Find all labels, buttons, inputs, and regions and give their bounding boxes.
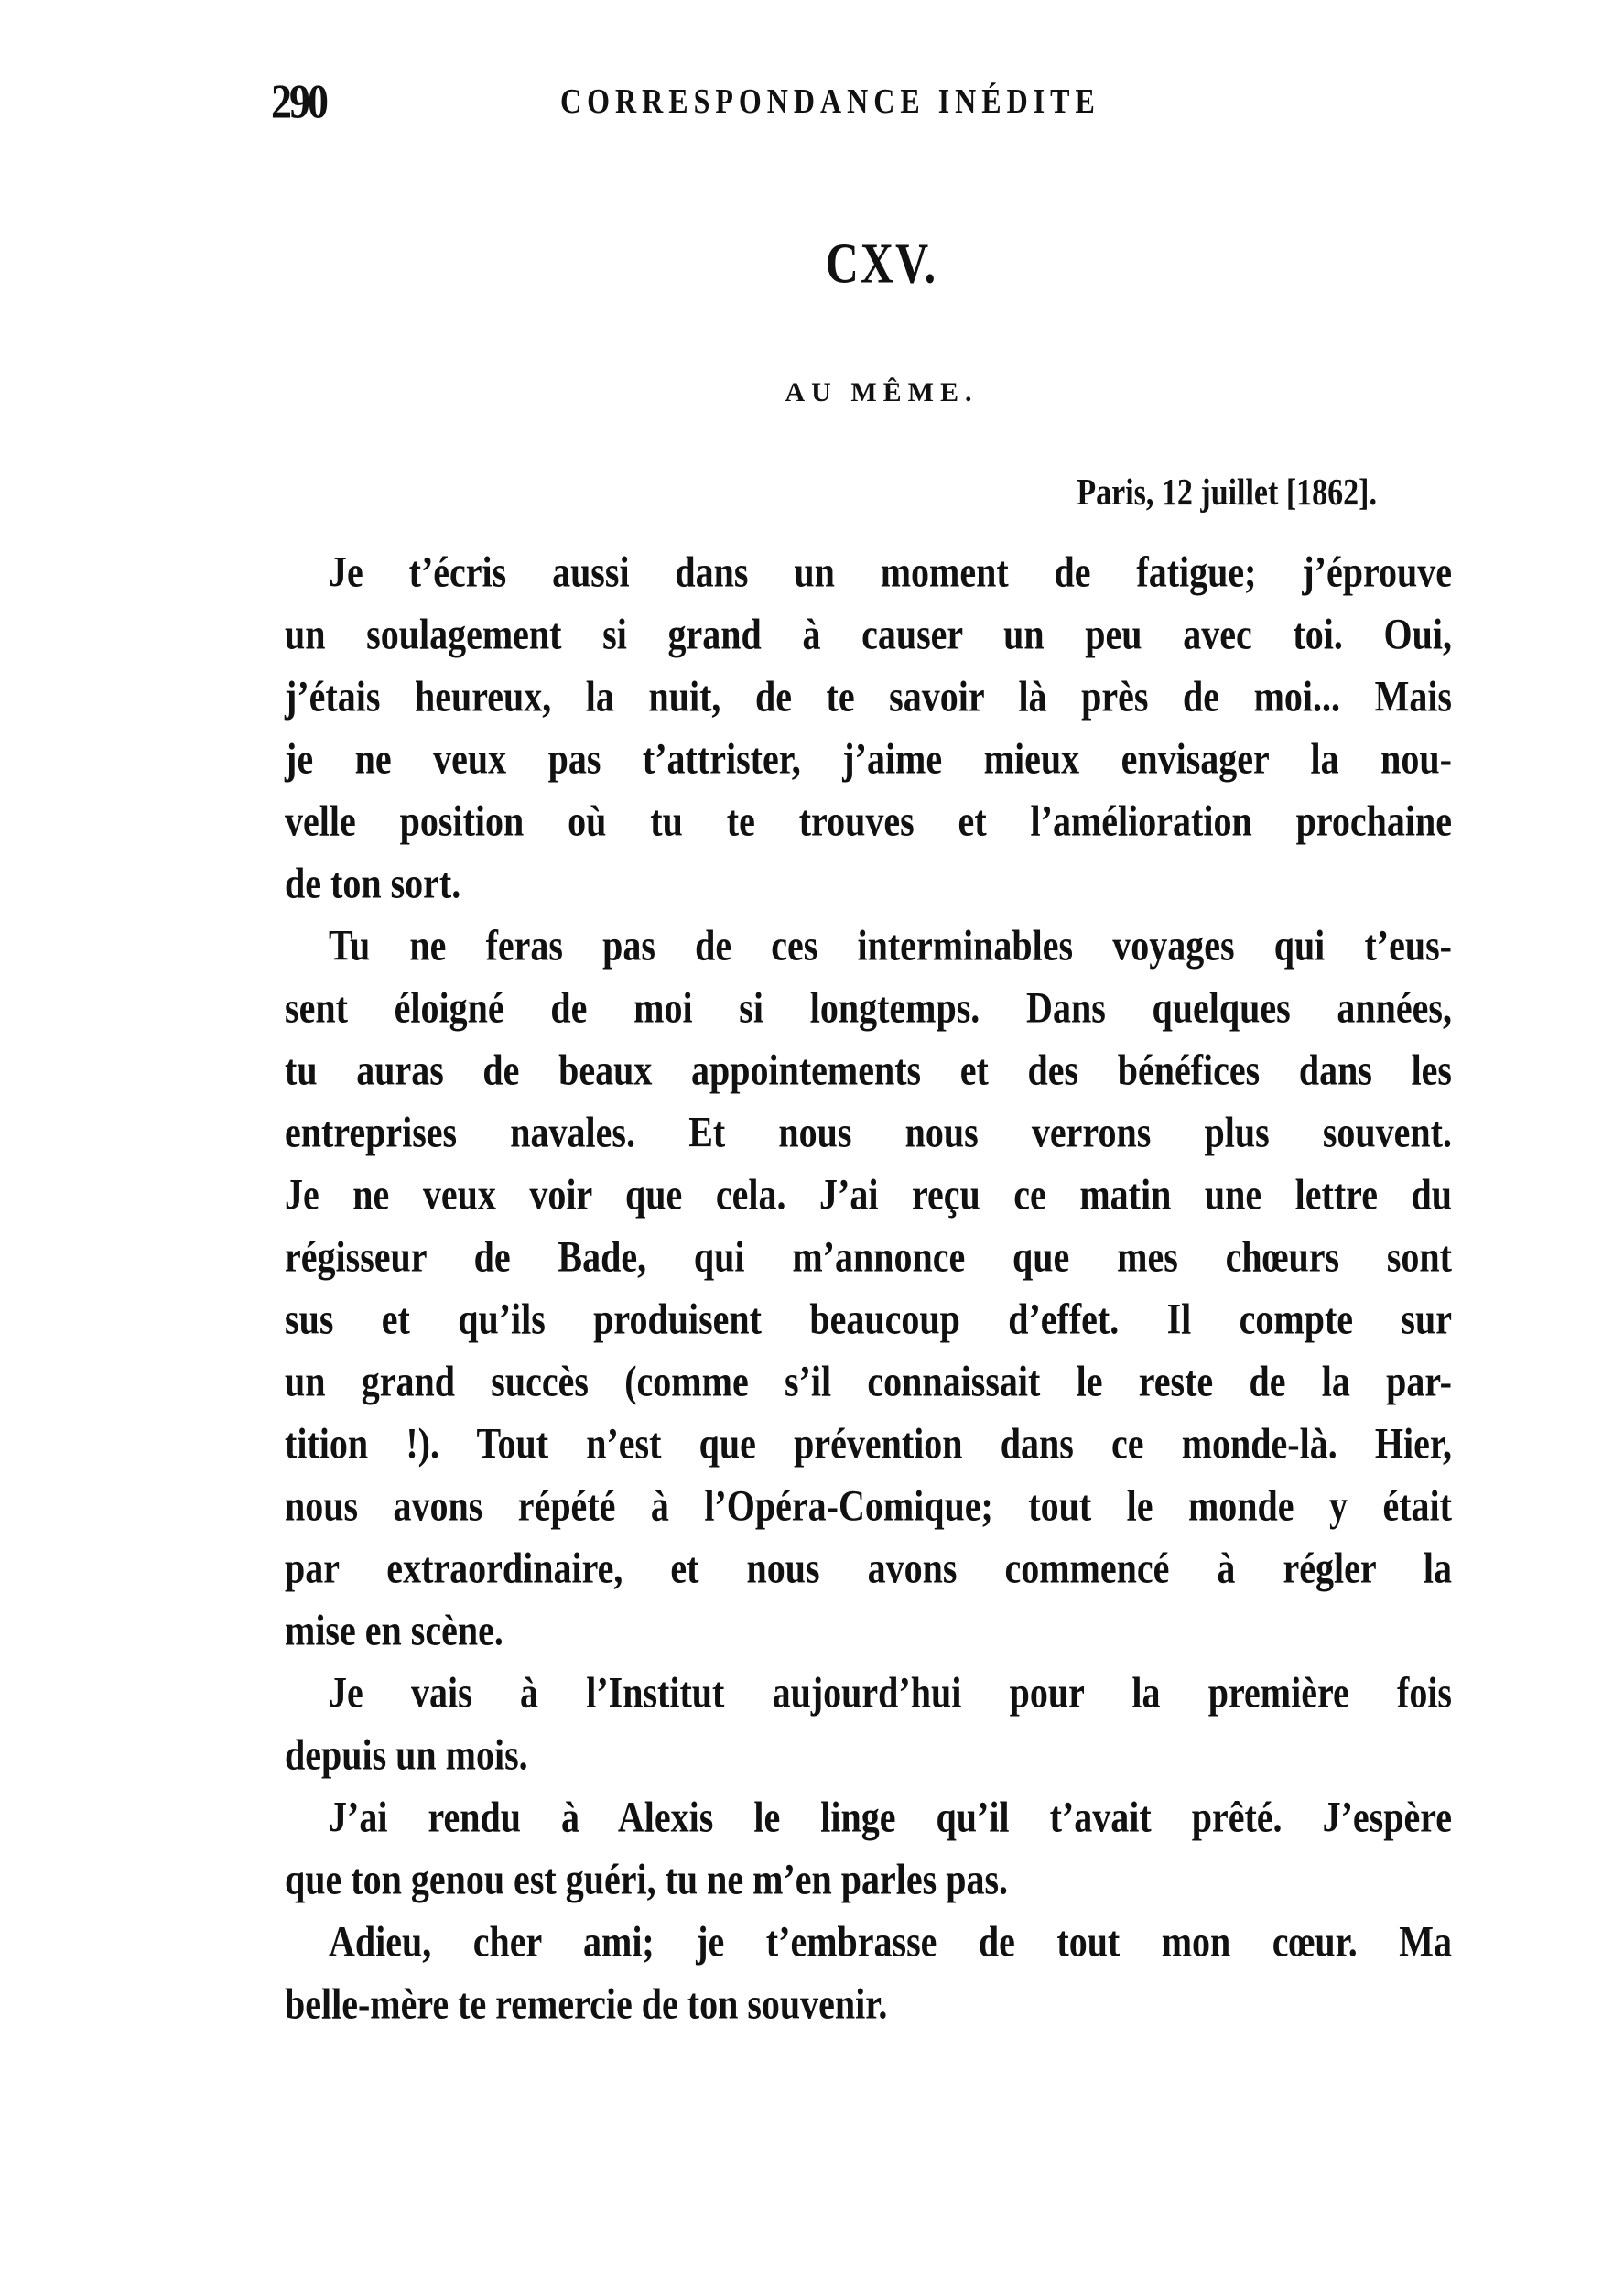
paragraph-line: sus et qu’ils produisent beaucoup d’effet. Il compte sur <box>285 1294 1452 1343</box>
paragraph-line: nous avons répété à l’Opéra-Comique; tout le monde y était <box>285 1480 1452 1530</box>
paragraph-line: régisseur de Bade, qui m’annonce que mes chœurs sont <box>285 1231 1452 1281</box>
paragraph-line: sent éloigné de moi si longtemps. Dans quelques années, <box>285 982 1452 1032</box>
paragraph-line: belle-mère te remercie de ton souvenir. <box>285 1978 888 2028</box>
paragraph-line: Je t’écris aussi dans un moment de fatigue; j’éprouve <box>329 547 1452 596</box>
paragraph-line: Je vais à l’Institut aujourd’hui pour la première fois <box>329 1667 1452 1717</box>
paragraph-line: que ton genou est guéri, tu ne m’en parles pas. <box>285 1854 1009 1903</box>
paragraph-line: un soulagement si grand à causer un peu avec toi. Oui, <box>285 609 1452 658</box>
paragraph-line: de ton sort. <box>285 858 461 907</box>
letter-recipient: AU MÊME. <box>785 377 979 407</box>
letter-body <box>285 541 1452 2035</box>
paragraph-line: par extraordinaire, et nous avons commencé à régler la <box>285 1543 1452 1592</box>
running-title: CORRESPONDANCE INÉDITE <box>560 81 1100 121</box>
paragraph-line: j’étais heureux, la nuit, de te savoir là près de moi... Mais <box>285 671 1452 721</box>
letter-number: CXV. <box>825 231 938 295</box>
paragraph-line: entreprises navales. Et nous nous verrons plus souvent. <box>285 1107 1452 1156</box>
page-number: 290 <box>271 74 326 128</box>
paragraph-line: Adieu, cher ami; je t’embrasse de tout mon cœur. Ma <box>329 1916 1452 1966</box>
paragraph-line: mise en scène. <box>285 1605 503 1654</box>
letter-dateline: Paris, 12 juillet [1862]. <box>1077 472 1377 514</box>
paragraph-line: Tu ne feras pas de ces interminables voyages qui t’eus- <box>329 920 1452 970</box>
paragraph-line: je ne veux pas t’attrister, j’aime mieux envisager la nou- <box>285 733 1452 783</box>
paragraph-line: tu auras de beaux appointements et des bénéfices dans les <box>285 1045 1452 1094</box>
paragraph-line: tition !). Tout n’est que prévention dans ce monde-là. Hier, <box>285 1418 1452 1468</box>
paragraph-line: Je ne veux voir que cela. J’ai reçu ce matin une lettre du <box>285 1169 1452 1219</box>
paragraph-line: depuis un mois. <box>285 1729 528 1779</box>
paragraph-line: un grand succès (comme s’il connaissait le reste de la par- <box>285 1356 1452 1405</box>
paragraph-line: velle position où tu te trouves et l’amélioration prochaine <box>285 796 1452 845</box>
paragraph-line: J’ai rendu à Alexis le linge qu’il t’avait prêté. J’espère <box>329 1792 1452 1841</box>
